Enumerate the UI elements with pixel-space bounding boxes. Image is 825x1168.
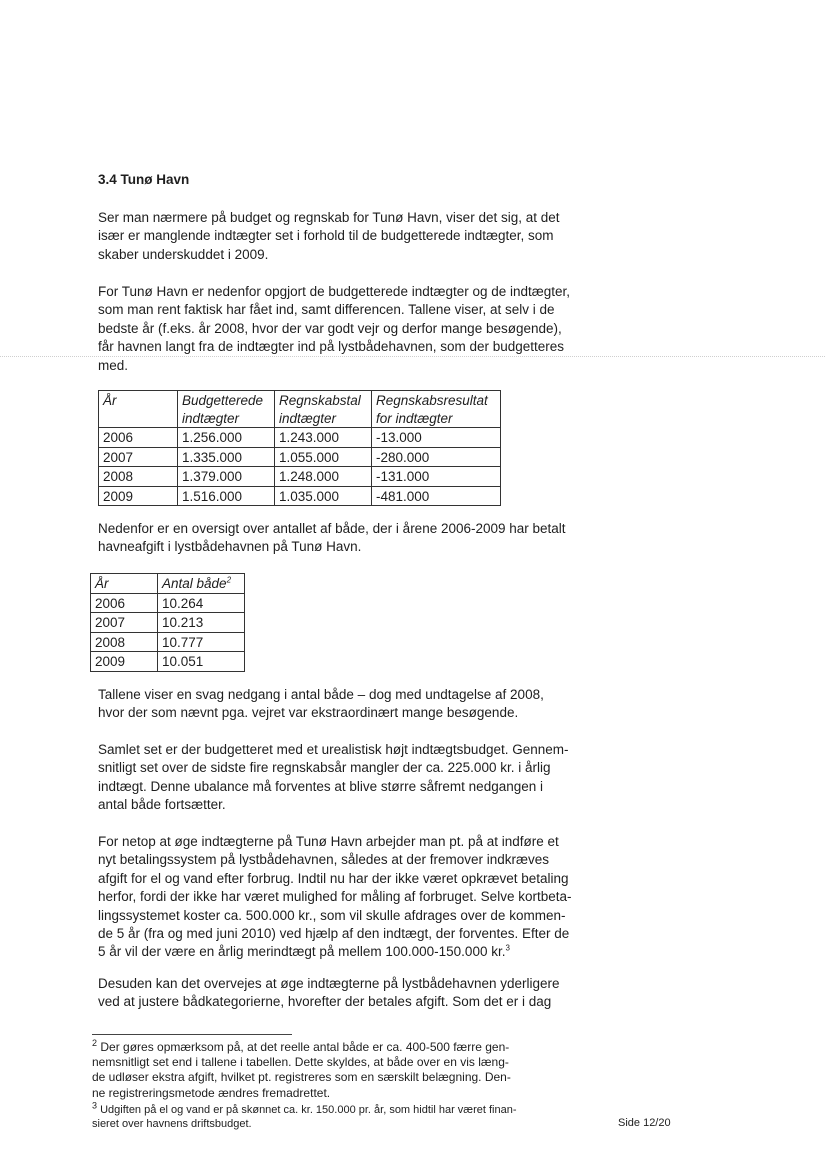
header-cell: År xyxy=(91,574,158,594)
footnote-number: 2 xyxy=(92,1038,98,1048)
header-cell: Antal både$^2$ xyxy=(158,574,245,594)
text-line: $^3$ Udgiften på el og vand er på skønnet ca. kr. 150.000 pr. år, som hidtil har været finan- xyxy=(92,1100,517,1116)
table-row xyxy=(91,593,245,613)
text-line: nemsnitligt set end i tallene i tabellen. Dette skyldes, at både over en vis læng- xyxy=(92,1055,509,1070)
table-cell: -131.000 xyxy=(372,467,501,487)
table-cell: 10.051 xyxy=(158,652,245,672)
text-line: de udløser ekstra afgift, hvilket pt. registreres som en særskilt belægning. Den- xyxy=(92,1070,511,1085)
text-line: Tallene viser en svag nedgang i antal både – dog med undtagelse af 2008, xyxy=(98,687,544,702)
footnote-ref: 2 xyxy=(226,575,232,585)
table-row xyxy=(91,613,245,633)
text-line: sieret over havnens driftsbudget. xyxy=(92,1118,252,1130)
text-line: For netop at øge indtægterne på Tunø Havn arbejder man pt. på at indføre et xyxy=(98,834,559,849)
table-row xyxy=(99,447,501,467)
text-line: lingssystemet koster ca. 500.000 kr., som vil skulle afdrages over de kommen- xyxy=(98,907,566,923)
page-number: Side 12/20 xyxy=(618,1117,671,1129)
text-line: havneafgift i lystbådehavnen på Tunø Havn. xyxy=(98,539,362,555)
budget-table xyxy=(98,390,501,506)
header-cell: Regnskabsresultat for indtægter xyxy=(372,391,501,428)
table-row xyxy=(99,467,501,487)
text-line: Ser man nærmere på budget og regnskab for Tunø Havn, viser det sig, at det xyxy=(98,210,560,225)
paragraph-payment-system xyxy=(98,833,588,962)
table-cell: 10.213 xyxy=(158,613,245,633)
scan-artifact-line xyxy=(0,356,825,357)
table-cell: 1.055.000 xyxy=(275,447,372,467)
text-line: afgift for el og vand efter forbrug. Indtil nu har der ikke været opkrævet betaling xyxy=(98,870,569,886)
table-cell: 2007 xyxy=(91,613,158,633)
text-line: ne registreringsmetode ændres fremadrettet. xyxy=(92,1085,331,1100)
text-line: snitligt set over de sidste fire regnskabsår mangler der ca. 225.000 kr. i årlig xyxy=(98,760,551,776)
paragraph-budget-explanation xyxy=(98,283,588,375)
table-row xyxy=(91,652,245,672)
table-cell: 2006 xyxy=(91,593,158,613)
header-cell: Regnskabstal indtægter xyxy=(275,391,372,428)
boats-table xyxy=(90,573,245,672)
footnote-separator xyxy=(92,1034,292,1035)
text-line: ved at justere bådkategorierne, hvorefter der betales afgift. Som det er i dag xyxy=(98,994,552,1010)
text-line: Nedenfor er en oversigt over antallet af både, der i årene 2006-2009 har betalt xyxy=(98,521,566,536)
table-cell: 2007 xyxy=(99,447,178,467)
table-header-row xyxy=(91,574,245,594)
section-heading: 3.4 Tunø Havn xyxy=(98,172,190,187)
footnote-ref: 3 xyxy=(505,943,510,953)
text-line: antal både fortsætter. xyxy=(98,797,226,813)
text-line: herfor, fordi der ikke har været mulighed for måling af forbruget. Selve kortbeta- xyxy=(98,889,572,905)
text-line: bedste år (f.eks. år 2008, hvor der var godt vejr og derfor mange besøgende), xyxy=(98,320,562,336)
text-line: Desuden kan det overvejes at øge indtægterne på lystbådehavnen yderligere xyxy=(98,976,560,991)
text-line: 5 år vil der være en årlig merindtægt på mellem 100.000-150.000 kr.$^3$ xyxy=(98,943,510,960)
text-line: Samlet set er der budgetteret med et urealistisk højt indtægtsbudget. Gennem- xyxy=(98,742,569,757)
header-cell: Budgetterede indtægter xyxy=(178,391,275,428)
paragraph-summary xyxy=(98,741,588,815)
table-cell: 2009 xyxy=(91,652,158,672)
text-line: med. xyxy=(98,357,129,373)
table-cell: 1.256.000 xyxy=(178,428,275,448)
table-row xyxy=(99,486,501,506)
table-row xyxy=(99,428,501,448)
table-cell: -481.000 xyxy=(372,486,501,506)
table-cell: 1.335.000 xyxy=(178,447,275,467)
table-cell: 10.264 xyxy=(158,593,245,613)
text-line: som man rent faktisk har fået ind, samt differencen. Tallene viser, at selv i de xyxy=(98,302,555,318)
footnote-2 xyxy=(92,1040,582,1101)
table-cell: 1.516.000 xyxy=(178,486,275,506)
table-cell: 10.777 xyxy=(158,632,245,652)
table-header-row xyxy=(99,391,501,428)
text-line: de 5 år (fra og med juni 2010) ved hjælp af den indtægt, der forventes. Efter de xyxy=(98,926,570,942)
text-line: nyt betalingssystem på lystbådehavnen, således at der fremover indkræves xyxy=(98,852,549,868)
header-cell: År xyxy=(99,391,178,428)
text-line: indtægt. Denne ubalance må forventes at blive større såfremt nedgangen i xyxy=(98,778,543,794)
text-line: får havnen langt fra de indtægter ind på lystbådehavnen, som der budgetteres xyxy=(98,339,565,355)
paragraph-boats-intro xyxy=(98,520,588,557)
footnote-number: 3 xyxy=(92,1100,98,1111)
table-cell: 2006 xyxy=(99,428,178,448)
text-line: $^2$ Der gøres opmærksom på, at det reelle antal både er ca. 400-500 færre gen- xyxy=(92,1038,510,1054)
paragraph-intro xyxy=(98,209,588,264)
table-cell: 2009 xyxy=(99,486,178,506)
paragraph-decline xyxy=(98,686,588,723)
footnote-3 xyxy=(92,1100,582,1131)
table-cell: 1.035.000 xyxy=(275,486,372,506)
table-cell: -280.000 xyxy=(372,447,501,467)
table-cell: 1.379.000 xyxy=(178,467,275,487)
table-cell: -13.000 xyxy=(372,428,501,448)
paragraph-categories xyxy=(98,975,588,1012)
text-line: især er manglende indtægter set i forhold til de budgetterede indtægter, som xyxy=(98,228,554,244)
text-line: For Tunø Havn er nedenfor opgjort de budgetterede indtægter og de indtægter, xyxy=(98,284,571,299)
table-cell: 2008 xyxy=(91,632,158,652)
table-row xyxy=(91,632,245,652)
table-cell: 1.243.000 xyxy=(275,428,372,448)
text-line: hvor der som nævnt pga. vejret var ekstraordinært mange besøgende. xyxy=(98,705,519,721)
table-cell: 1.248.000 xyxy=(275,467,372,487)
table-cell: 2008 xyxy=(99,467,178,487)
text-line: skaber underskuddet i 2009. xyxy=(98,246,269,262)
